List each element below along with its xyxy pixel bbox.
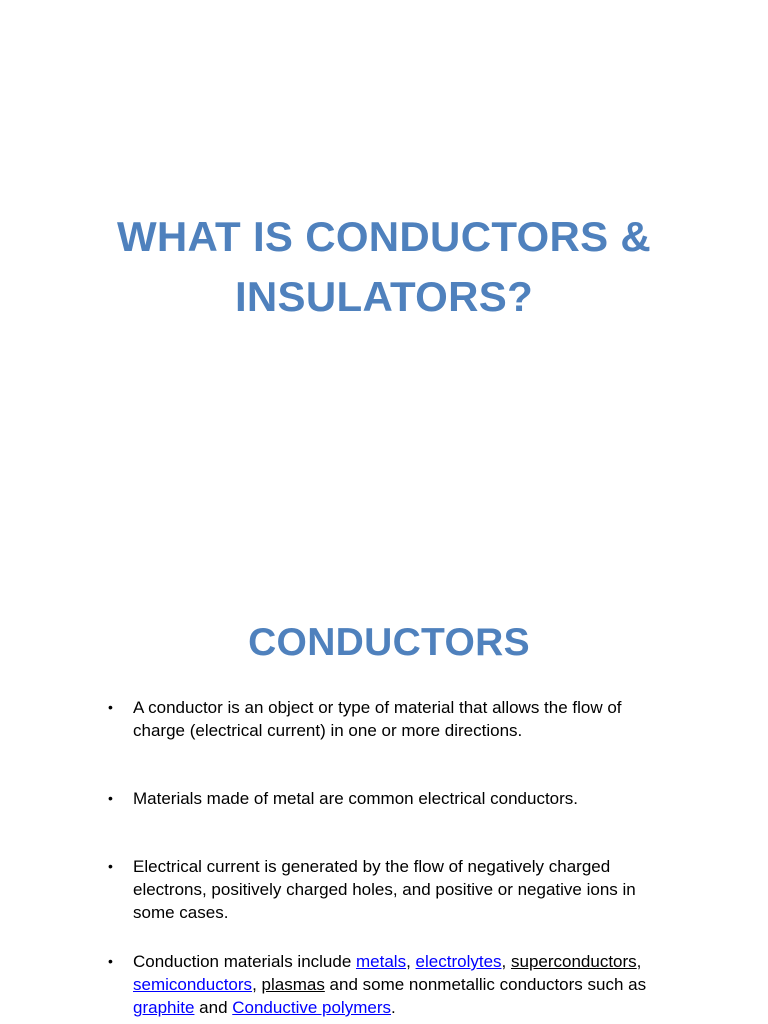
bullet-text-end: . [391,998,396,1017]
separator: , [406,952,416,971]
bullet-item [108,787,668,810]
bullet-text: A conductor is an object or type of material that allows the flow of charge (electrical current) in one or more directions. [133,698,622,740]
bullet-item [108,696,668,742]
slide-title-line-1: WHAT IS CONDUCTORS & [116,213,652,260]
conductive-polymers-link[interactable]: Conductive polymers [232,998,391,1017]
separator: , [252,975,262,994]
conductors-bullet-list [108,694,668,1019]
slide-title-heading [0,207,768,327]
bullet-icon: • [108,699,113,715]
conjunction: and [194,998,233,1017]
plasmas-text: plasmas [261,975,325,994]
superconductors-text: superconductors [510,952,637,971]
bullet-item [108,855,668,924]
bullet-icon: • [108,953,113,969]
slide-conductors [0,576,768,1024]
bullet-text-middle: and some nonmetallic conductors such as [324,975,647,994]
bullet-text: Materials made of metal are common electrical conductors. [133,789,579,808]
bullet-icon: • [108,858,113,874]
graphite-link[interactable]: graphite [133,998,195,1017]
bullet-item [108,950,668,1019]
bullet-text-intro: Conduction materials include [133,952,357,971]
semiconductors-link[interactable]: semiconductors [133,975,253,994]
bullet-icon: • [108,790,113,806]
metals-link[interactable]: metals [356,952,407,971]
bullet-text: Electrical current is generated by the flow of negatively charged electrons, positively charged holes, and positive or negative ions in some cases. [133,857,636,922]
separator: , [501,952,511,971]
conductors-heading: CONDUCTORS [248,621,530,664]
slide-title-line-2: INSULATORS? [234,273,534,320]
separator: , [636,952,642,971]
electrolytes-link[interactable]: electrolytes [415,952,502,971]
